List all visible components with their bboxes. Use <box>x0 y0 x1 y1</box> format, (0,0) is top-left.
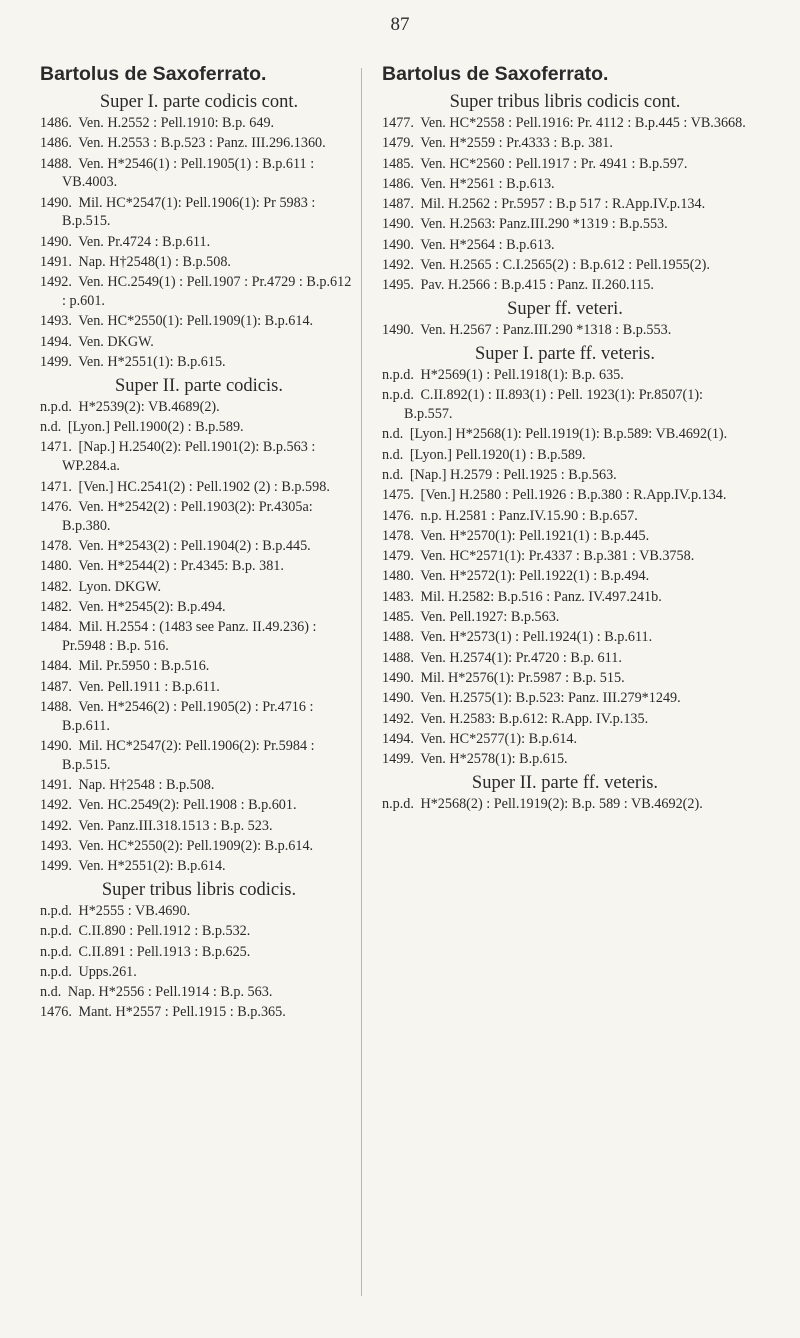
citation-entry <box>40 155 358 193</box>
entry-date: 1484. <box>40 619 72 636</box>
entry-date: 1492. <box>40 797 72 814</box>
entry-date: 1488. <box>382 629 414 646</box>
entry-date: 1494. <box>40 333 72 350</box>
entry-reference: Ven. H.2563: Panz.III.290 *1319 : B.p.553. <box>420 216 668 233</box>
entry-reference: C.II.891 : Pell.1913 : B.p.625. <box>78 943 251 960</box>
citation-entry <box>382 155 748 174</box>
entry-reference: Ven. Pr.4724 : B.p.611. <box>78 233 211 250</box>
entry-date: 1490. <box>382 216 414 233</box>
citation-entry <box>40 598 358 617</box>
entry-date: 1491. <box>40 777 72 793</box>
entry-date: 1499. <box>40 858 72 875</box>
entry-reference: Ven. HC*2550(2): Pell.1909(2): B.p.614. <box>78 837 314 854</box>
citation-entry <box>382 486 748 505</box>
page-number: 87 <box>390 14 410 35</box>
entry-date: 1486. <box>40 135 72 152</box>
entry-date: 1480. <box>40 558 72 575</box>
entry-reference: Mil. H.2582: B.p.516 : Panz. IV.497.241b. <box>420 588 662 605</box>
entry-date: 1490. <box>382 236 414 253</box>
citation-entry <box>382 466 748 485</box>
entry-reference: Ven. HC.2549(2): Pell.1908 : B.p.601. <box>78 797 297 814</box>
entry-date: 1490. <box>40 737 72 754</box>
citation-entry <box>40 1003 358 1022</box>
entry-reference: Ven. H.2583: B.p.612: R.App. IV.p.135. <box>420 710 649 727</box>
column-heading: Bartolus de Saxoferrato. <box>40 63 267 85</box>
entry-reference: Ven. H*2570(1): Pell.1921(1) : B.p.445. <box>420 527 650 544</box>
entry-date: 1476. <box>40 498 72 515</box>
entry-date: 1493. <box>40 313 72 330</box>
citation-entry <box>382 669 748 688</box>
citation-entry <box>40 922 358 941</box>
entry-reference: Ven. H*2559 : Pr.4333 : B.p. 381. <box>420 135 613 152</box>
entry-reference: Ven. H.2574(1): Pr.4720 : B.p. 611. <box>420 649 622 666</box>
citation-entry <box>382 507 748 526</box>
entry-date: 1476. <box>40 1004 72 1021</box>
section-heading: Super II. parte codicis. <box>115 375 283 396</box>
entry-reference: Ven. H.2565 : C.I.2565(2) : B.p.612 : Pell.1955(2). <box>420 257 710 274</box>
citation-entry <box>40 194 358 232</box>
entry-date: 1482. <box>40 598 72 615</box>
entry-date: 1471. <box>40 478 72 495</box>
citation-entry <box>382 215 748 234</box>
citation-entry <box>40 698 358 736</box>
citation-entry <box>40 657 358 676</box>
citation-entry <box>40 837 358 856</box>
entry-date: 1492. <box>40 274 72 291</box>
citation-entry <box>40 353 358 372</box>
citation-entry <box>382 446 748 465</box>
entry-date: 1476. <box>382 507 414 524</box>
entry-reference: Nap. H*2556 : Pell.1914 : B.p. 563. <box>67 984 273 1001</box>
entry-date: 1490. <box>382 322 414 339</box>
entry-reference: H*2555 : VB.4690. <box>78 902 191 919</box>
entry-date: n.d. <box>40 419 62 436</box>
citation-entry <box>40 857 358 876</box>
citation-entry <box>382 750 748 769</box>
citation-entry <box>382 547 748 566</box>
entry-date: n.d. <box>40 984 62 1001</box>
entry-reference: [Nap.] H.2579 : Pell.1925 : B.p.563. <box>409 466 617 483</box>
entry-date: n.p.d. <box>382 795 414 812</box>
entry-reference: Ven. H*2551(1): B.p.615. <box>78 354 226 371</box>
section-heading: Super tribus libris codicis cont. <box>449 92 681 112</box>
section-heading: Super I. parte codicis cont. <box>99 92 299 112</box>
entry-reference: Mil. HC*2547(1): Pell.1906(1): Pr 5983 : B.p.515. <box>62 194 316 230</box>
entry-date: 1479. <box>382 548 414 565</box>
entry-reference: [Lyon.] H*2568(1): Pell.1919(1): B.p.589: VB.4692(1). <box>409 426 728 443</box>
entry-reference: H*2568(2) : Pell.1919(2): B.p. 589 : VB.4692(2). <box>420 795 703 812</box>
citation-entry <box>40 537 358 556</box>
entry-date: 1499. <box>382 751 414 768</box>
entry-reference: Ven. H*2551(2): B.p.614. <box>78 858 226 875</box>
entry-reference: [Lyon.] Pell.1900(2) : B.p.589. <box>67 419 244 436</box>
entry-reference: Mil. H.2554 : (1483 see Panz. II.49.236) : Pr.5948 : B.p. 516. <box>62 619 317 654</box>
entry-date: n.d. <box>382 426 404 443</box>
entry-reference: Ven. H*2545(2): B.p.494. <box>78 598 226 615</box>
entry-date: n.p.d. <box>40 398 72 415</box>
entry-reference: Ven. H*2543(2) : Pell.1904(2) : B.p.445. <box>78 537 311 554</box>
entry-date: n.p.d. <box>40 943 72 960</box>
section-heading: Super I. parte ff. veteris. <box>475 343 655 364</box>
entry-date: 1494. <box>382 730 414 747</box>
entry-date: 1492. <box>382 257 414 274</box>
citation-entry <box>382 608 748 627</box>
entry-reference: Mil. Pr.5950 : B.p.516. <box>78 658 210 675</box>
citation-entry <box>382 256 748 275</box>
entry-reference: Ven. HC.2549(1) : Pell.1907 : Pr.4729 : B.p.612 : p.601. <box>62 274 352 310</box>
entry-date: 1487. <box>382 196 414 213</box>
entry-date: 1478. <box>382 527 414 544</box>
citation-entry <box>382 114 748 133</box>
entry-date: 1482. <box>40 578 72 595</box>
entry-date: 1493. <box>40 837 72 854</box>
entry-reference: Nap. H†2548 : B.p.508. <box>78 777 215 793</box>
entry-reference: Ven. HC*2571(1): Pr.4337 : B.p.381 : VB.3758. <box>420 548 695 565</box>
citation-entry <box>40 817 358 836</box>
entry-reference: Mant. H*2557 : Pell.1915 : B.p.365. <box>78 1004 286 1021</box>
entry-reference: Ven. H*2542(2) : Pell.1903(2): Pr.4305a: B.p.380. <box>62 498 313 534</box>
entry-reference: Ven. H.2552 : Pell.1910: B.p. 649. <box>78 115 275 131</box>
citation-entry <box>382 649 748 668</box>
entry-reference: Ven. H*2564 : B.p.613. <box>420 236 555 253</box>
entry-date: 1483. <box>382 588 414 605</box>
entry-date: 1484. <box>40 658 72 675</box>
entry-date: 1478. <box>40 537 72 554</box>
entry-reference: [Ven.] HC.2541(2) : Pell.1902 (2) : B.p.598. <box>78 478 330 495</box>
entry-date: n.p.d. <box>40 923 72 940</box>
entry-date: 1475. <box>382 487 414 504</box>
citation-entry <box>382 689 748 708</box>
section-heading: Super tribus libris codicis. <box>101 879 297 900</box>
entry-reference: Mil. HC*2547(2): Pell.1906(2): Pr.5984 : B.p.515. <box>62 737 315 773</box>
citation-entry <box>40 273 358 311</box>
entry-reference: Ven. HC*2550(1): Pell.1909(1): B.p.614. <box>78 313 314 330</box>
entry-reference: Pav. H.2566 : B.p.415 : Panz. II.260.115. <box>420 277 654 294</box>
entry-reference: Mil. H*2576(1): Pr.5987 : B.p. 515. <box>420 669 625 686</box>
citation-entry <box>40 333 358 352</box>
entry-date: 1486. <box>382 175 414 192</box>
entry-date: 1486. <box>40 115 72 131</box>
entry-date: n.p.d. <box>382 387 414 404</box>
entry-date: 1491. <box>40 254 72 271</box>
entry-date: 1490. <box>382 690 414 707</box>
citation-entry <box>40 438 358 476</box>
citation-entry <box>382 195 748 214</box>
entry-reference: Ven. DKGW. <box>78 333 154 350</box>
entry-reference: Ven. H.2575(1): B.p.523: Panz. III.279*1249. <box>420 690 681 707</box>
citation-entry <box>382 795 748 814</box>
citation-entry <box>382 386 748 424</box>
entry-reference: Ven. H.2553 : B.p.523 : Panz. III.296.1360. <box>78 135 326 152</box>
citation-entry <box>40 943 358 962</box>
entry-date: 1492. <box>382 710 414 727</box>
entry-reference: Ven. H*2546(2) : Pell.1905(2) : Pr.4716 : B.p.611. <box>62 698 314 734</box>
entry-reference: H*2539(2): VB.4689(2). <box>78 398 220 415</box>
section-heading: Super II. parte ff. veteris. <box>471 772 659 793</box>
entry-reference: Ven. HC*2577(1): B.p.614. <box>420 730 578 747</box>
column-divider <box>361 68 362 1296</box>
citation-entry <box>40 796 358 815</box>
entry-reference: C.II.892(1) : II.893(1) : Pell. 1923(1): Pr.8507(1): B.p.557. <box>404 387 703 423</box>
entry-reference: n.p. H.2581 : Panz.IV.15.90 : B.p.657. <box>420 507 638 524</box>
entry-reference: Ven. HC*2560 : Pell.1917 : Pr. 4941 : B.p.597. <box>420 155 688 172</box>
left-column <box>40 62 358 1024</box>
entry-reference: Ven. H*2573(1) : Pell.1924(1) : B.p.611. <box>420 629 653 646</box>
entry-date: 1488. <box>382 649 414 666</box>
citation-entry <box>40 557 358 576</box>
citation-entry <box>382 236 748 255</box>
section-heading: Super ff. veteri. <box>507 299 623 320</box>
entry-reference: Ven. Panz.III.318.1513 : B.p. 523. <box>78 817 273 834</box>
citation-entry <box>40 134 358 153</box>
entry-date: 1485. <box>382 155 414 172</box>
citation-entry <box>382 134 748 153</box>
citation-entry <box>382 730 748 749</box>
entry-reference: Ven. H*2578(1): B.p.615. <box>420 751 568 768</box>
entry-date: 1487. <box>40 678 72 695</box>
entry-date: 1479. <box>382 135 414 152</box>
column-heading: Bartolus de Saxoferrato. <box>382 63 609 85</box>
right-column <box>382 62 748 815</box>
entry-reference: Ven. HC*2558 : Pell.1916: Pr. 4112 : B.p.445 : VB.3668. <box>420 115 746 131</box>
entry-reference: H*2569(1) : Pell.1918(1): B.p. 635. <box>420 366 624 383</box>
entry-date: n.d. <box>382 446 404 463</box>
entry-reference: Ven. Pell.1911 : B.p.611. <box>78 678 220 695</box>
citation-entry <box>382 276 748 295</box>
entry-reference: Lyon. DKGW. <box>78 578 162 595</box>
citation-entry <box>382 425 748 444</box>
entry-reference: Ven. H*2572(1): Pell.1922(1) : B.p.494. <box>420 568 650 585</box>
entry-reference: Ven. H*2561 : B.p.613. <box>420 175 555 192</box>
entry-reference: Mil. H.2562 : Pr.5957 : B.p 517 : R.App.IV.p.134. <box>420 196 706 213</box>
entry-reference: Upps.261. <box>78 963 137 980</box>
citation-entry <box>40 478 358 497</box>
entry-reference: [Nap.] H.2540(2): Pell.1901(2): B.p.563 : WP.284.a. <box>62 439 316 475</box>
entry-date: 1485. <box>382 609 414 626</box>
entry-date: 1492. <box>40 817 72 834</box>
entry-reference: [Ven.] H.2580 : Pell.1926 : B.p.380 : R.App.IV.p.134. <box>420 487 727 504</box>
entry-date: 1490. <box>40 194 72 211</box>
citation-entry <box>40 618 358 656</box>
citation-entry <box>40 312 358 331</box>
entry-reference: [Lyon.] Pell.1920(1) : B.p.589. <box>409 446 586 463</box>
citation-entry <box>40 114 358 133</box>
entry-date: 1490. <box>382 669 414 686</box>
entry-reference: C.II.890 : Pell.1912 : B.p.532. <box>78 923 251 940</box>
citation-entry <box>382 628 748 647</box>
citation-entry <box>40 983 358 1002</box>
entry-date: n.p.d. <box>40 902 72 919</box>
entry-reference: Ven. H*2544(2) : Pr.4345: B.p. 381. <box>78 558 284 575</box>
entry-reference: Ven. H.2567 : Panz.III.290 *1318 : B.p.553. <box>420 322 672 339</box>
citation-entry <box>382 366 748 385</box>
citation-entry <box>40 418 358 437</box>
citation-entry <box>382 321 748 340</box>
citation-entry <box>382 175 748 194</box>
citation-entry <box>382 710 748 729</box>
entry-date: 1477. <box>382 115 414 131</box>
citation-entry <box>40 776 358 795</box>
citation-entry <box>40 398 358 417</box>
citation-entry <box>382 567 748 586</box>
entry-date: n.p.d. <box>40 963 72 980</box>
entry-reference: Ven. Pell.1927: B.p.563. <box>420 609 560 626</box>
entry-date: 1471. <box>40 439 72 456</box>
citation-entry <box>382 588 748 607</box>
citation-entry <box>40 737 358 775</box>
citation-entry <box>40 498 358 536</box>
entry-date: 1488. <box>40 155 72 172</box>
entry-date: 1495. <box>382 277 414 294</box>
entry-reference: Nap. H†2548(1) : B.p.508. <box>78 254 231 271</box>
citation-entry <box>40 233 358 252</box>
entry-date: 1488. <box>40 698 72 715</box>
entry-date: n.p.d. <box>382 366 414 383</box>
entry-date: 1499. <box>40 354 72 371</box>
citation-entry <box>40 963 358 982</box>
citation-entry <box>40 902 358 921</box>
citation-entry <box>40 253 358 272</box>
entry-date: 1480. <box>382 568 414 585</box>
citation-entry <box>382 527 748 546</box>
citation-entry <box>40 578 358 597</box>
entry-reference: Ven. H*2546(1) : Pell.1905(1) : B.p.611 : VB.4003. <box>62 155 315 191</box>
entry-date: 1490. <box>40 233 72 250</box>
citation-entry <box>40 678 358 697</box>
entry-date: n.d. <box>382 466 404 483</box>
